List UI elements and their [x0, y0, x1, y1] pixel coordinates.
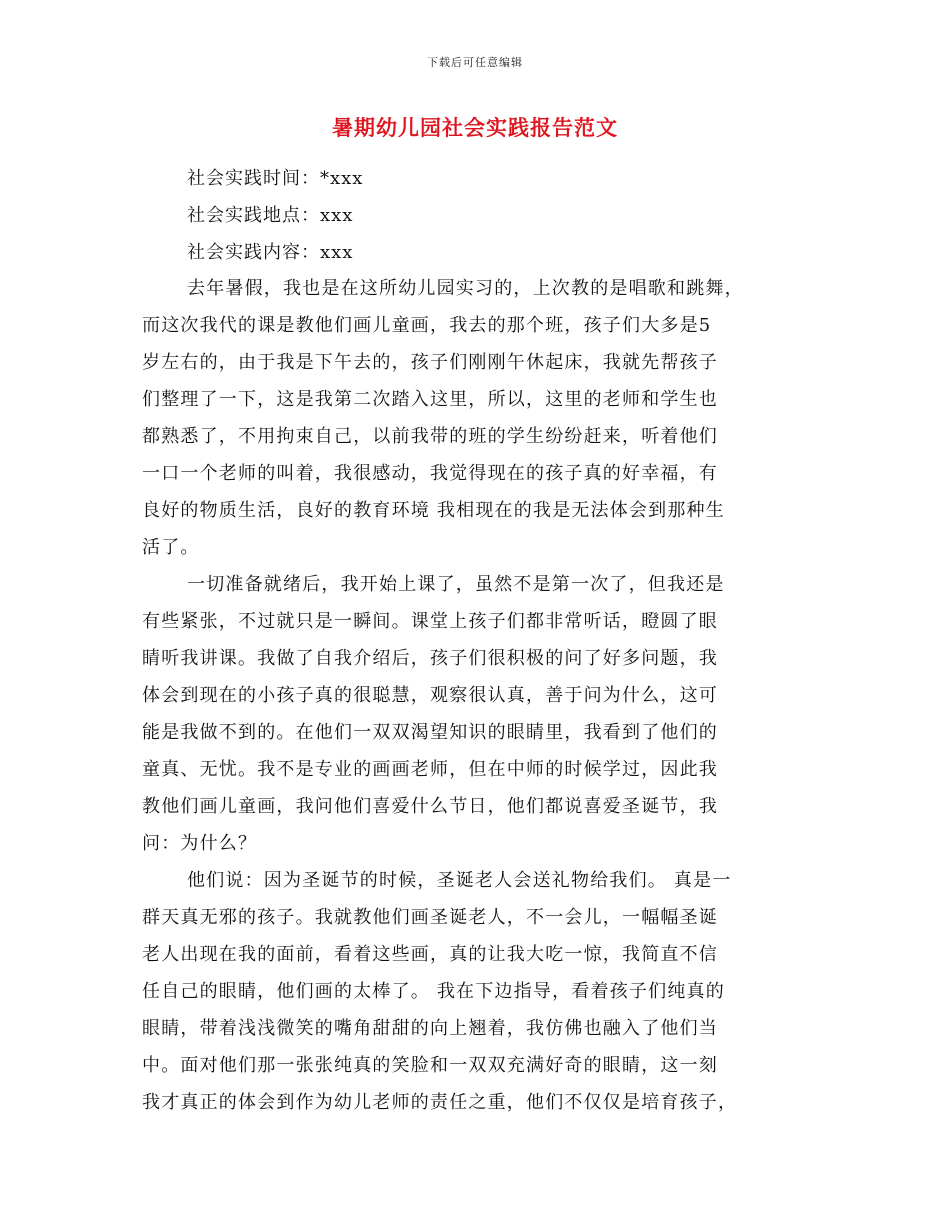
body-line: 一切准备就绪后，我开始上课了，虽然不是第一次了，但我还是 [187, 574, 725, 595]
body-line: 任自己的眼睛，他们画的太棒了。 我在下边指导，看着孩子们纯真的 [142, 981, 725, 1002]
body-line: 群天真无邪的孩子。我就教他们画圣诞老人，不一会儿，一幅幅圣诞 [142, 907, 718, 928]
body-line: 他们说：因为圣诞节的时候，圣诞老人会送礼物给我们。 真是一 [187, 870, 732, 891]
meta-place: 社会实践地点：xxx [187, 205, 354, 226]
body-line: 一口一个老师的叫着，我很感动，我觉得现在的孩子真的好幸福，有 [142, 463, 718, 484]
meta-content: 社会实践内容：xxx [187, 242, 354, 263]
body-line: 良好的物质生活，良好的教育环境 我相现在的我是无法体会到那种生 [142, 500, 725, 521]
body-line: 有些紧张，不过就只是一瞬间。课堂上孩子们都非常听话，瞪圆了眼 [142, 611, 718, 632]
body-line: 教他们画儿童画，我问他们喜爱什么节日，他们都说喜爱圣诞节，我 [142, 796, 718, 817]
header-note: 下载后可任意编辑 [427, 56, 523, 69]
body-line: 活了。 [142, 537, 200, 558]
body-line: 体会到现在的小孩子真的很聪慧，观察很认真，善于问为什么，这可 [142, 685, 718, 706]
body-line: 们整理了一下，这是我第二次踏入这里，所以，这里的老师和学生也 [142, 389, 718, 410]
body-line: 眼睛，带着浅浅微笑的嘴角甜甜的向上翘着，我仿佛也融入了他们当 [142, 1018, 718, 1039]
body-line: 能是我做不到的。在他们一双双渴望知识的眼睛里，我看到了他们的 [142, 722, 718, 743]
body-line: 问：为什么？ [142, 833, 258, 854]
body-line: 睛听我讲课。我做了自我介绍后，孩子们很积极的问了好多问题，我 [142, 648, 718, 669]
body-line: 中。面对他们那一张张纯真的笑脸和一双双充满好奇的眼睛，这一刻 [142, 1055, 718, 1076]
body-line: 我才真正的体会到作为幼儿老师的责任之重，他们不仅仅是培育孩子， [142, 1092, 738, 1113]
body-line: 去年暑假，我也是在这所幼儿园实习的，上次教的是唱歌和跳舞， [187, 278, 744, 299]
body-line: 都熟悉了，不用拘束自己，以前我带的班的学生纷纷赶来，听着他们 [142, 426, 718, 447]
body-line: 童真、无忧。我不是专业的画画老师，但在中师的时候学过，因此我 [142, 759, 718, 780]
body-line: 岁左右的，由于我是下午去的，孩子们刚刚午休起床，我就先帮孩子 [142, 352, 718, 373]
meta-time: 社会实践时间：*xxx [187, 168, 364, 189]
body-line: 老人出现在我的面前，看着这些画，真的让我大吃一惊，我简直不信 [142, 944, 718, 965]
document-title: 暑期幼儿园社会实践报告范文 [332, 115, 618, 140]
body-line: 而这次我代的课是教他们画儿童画，我去的那个班，孩子们大多是5 [142, 315, 712, 336]
